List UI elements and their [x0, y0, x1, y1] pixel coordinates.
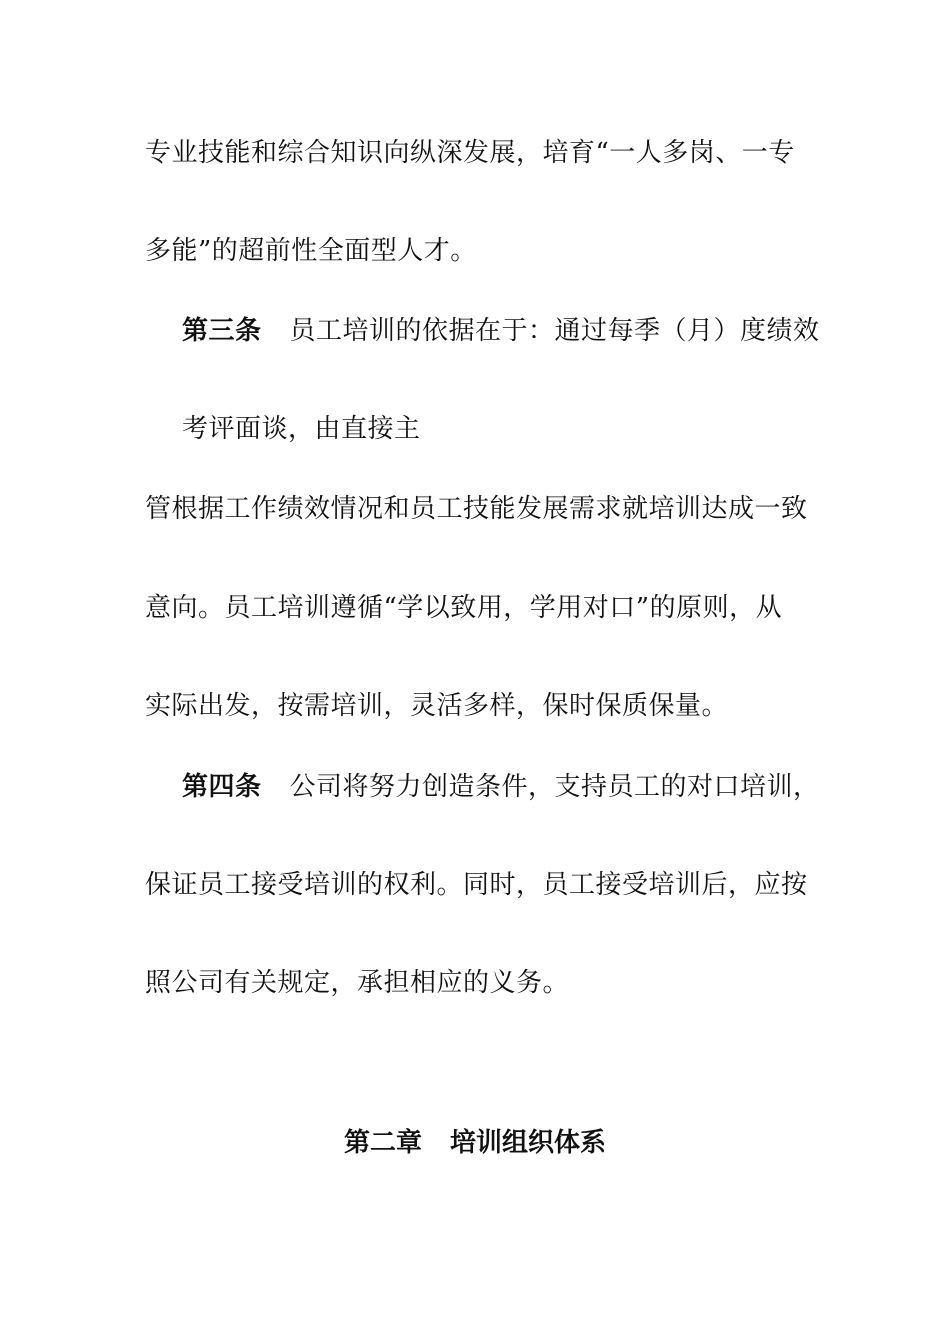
article-3-text: 员工培训的依据在于：通过每季（月）度绩效: [289, 316, 820, 346]
article-3-line: [182, 314, 820, 348]
paragraph-line: 管根据工作绩效情况和员工技能发展需求就培训达成一致: [145, 494, 808, 524]
paragraph-line: 专业技能和综合知识向纵深发展，培育“一人多岗、一专: [145, 138, 795, 168]
article-3-label: 第三条: [182, 316, 262, 346]
paragraph-line: 保证员工接受培训的权利。同时，员工接受培训后，应按: [145, 870, 808, 900]
paragraph-line: 照公司有关规定，承担相应的义务。: [145, 968, 570, 998]
chapter-title: 培训组织体系: [450, 1128, 607, 1158]
chapter-heading: [0, 1126, 950, 1160]
paragraph-line: 实际出发，按需培训，灵活多样，保时保质保量。: [145, 691, 729, 721]
chapter-label: 第二章: [343, 1128, 422, 1158]
paragraph-line: 意向。员工培训遵循“学以致用，学用对口”的原则，从: [145, 593, 783, 623]
paragraph-line: 考评面谈，由直接主: [182, 414, 421, 444]
article-4-text: 公司将努力创造条件，支持员工的对口培训，: [289, 772, 820, 802]
paragraph-line: 多能”的超前性全面型人才。: [145, 236, 477, 266]
article-4-line: [182, 770, 820, 804]
article-4-label: 第四条: [182, 772, 262, 802]
